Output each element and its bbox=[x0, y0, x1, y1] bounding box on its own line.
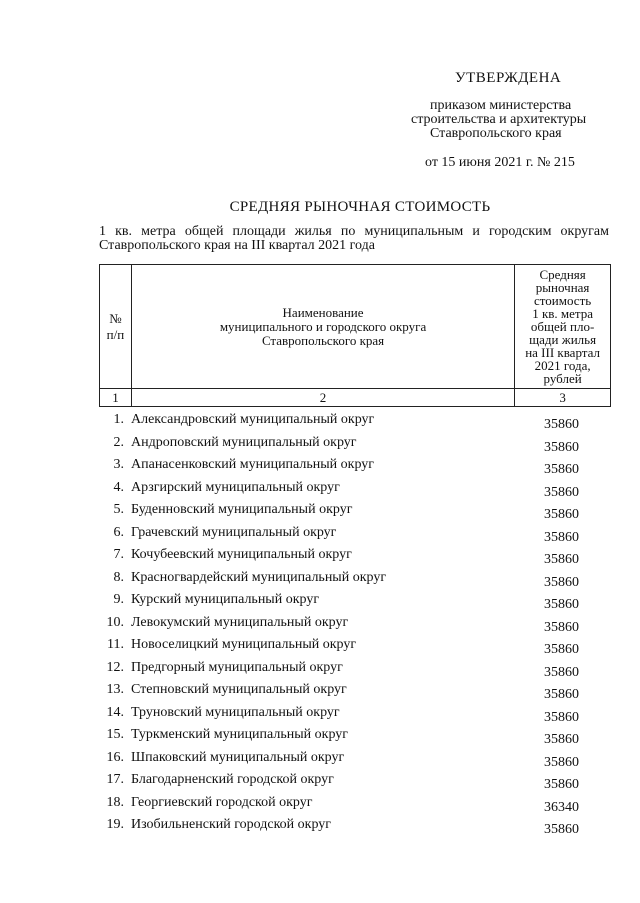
table-row bbox=[0, 478, 640, 501]
row-name: Кочубеевский муниципальный округ bbox=[131, 547, 352, 562]
row-name: Благодарненский городской округ bbox=[131, 772, 334, 787]
row-price: 36340 bbox=[544, 799, 579, 815]
row-number: 6. bbox=[113, 524, 124, 540]
table-row bbox=[0, 748, 640, 771]
row-price: 35860 bbox=[544, 484, 579, 500]
row-number: 3. bbox=[113, 457, 124, 472]
row-name: Красногвардейский муниципальный округ bbox=[131, 569, 387, 585]
table-row bbox=[0, 545, 640, 568]
row-price: 35860 bbox=[544, 822, 579, 837]
document-subtitle bbox=[99, 225, 609, 253]
row-price: 35860 bbox=[544, 417, 579, 432]
approval-line-2: строительства и архитектуры bbox=[411, 112, 587, 127]
row-number: 8. bbox=[113, 569, 124, 585]
row-name: Грачевский муниципальный округ bbox=[131, 524, 337, 540]
header-name: Наименование муниципального и городского округа Ставропольского края bbox=[131, 265, 514, 389]
table-row bbox=[0, 793, 640, 816]
row-price: 35860 bbox=[544, 687, 579, 702]
row-name: Андроповский муниципальный округ bbox=[131, 434, 357, 450]
column-number-1: 1 bbox=[100, 389, 132, 407]
table-row bbox=[0, 815, 640, 838]
approval-date: от 15 июня 2021 г. № 215 bbox=[425, 155, 575, 170]
subtitle-line-2: Ставропольского края на III квартал 2021 года bbox=[99, 238, 375, 253]
row-price: 35860 bbox=[544, 619, 579, 635]
row-name: Арзгирский муниципальный округ bbox=[131, 479, 340, 495]
row-number: 19. bbox=[106, 817, 124, 832]
row-name: Предгорный муниципальный округ bbox=[131, 659, 343, 675]
table-body bbox=[0, 410, 640, 838]
table-row bbox=[0, 590, 640, 613]
row-name: Буденновский муниципальный округ bbox=[131, 502, 353, 517]
row-number: 13. bbox=[106, 682, 124, 697]
table-row bbox=[0, 613, 640, 636]
row-name: Шпаковский муниципальный округ bbox=[131, 749, 345, 765]
row-number: 5. bbox=[113, 502, 124, 517]
row-number: 15. bbox=[106, 727, 124, 742]
row-price: 35860 bbox=[544, 709, 579, 725]
row-number: 17. bbox=[106, 772, 124, 787]
row-price: 35860 bbox=[544, 507, 579, 522]
row-name: Труновский муниципальный округ bbox=[131, 704, 340, 720]
row-name: Левокумский муниципальный округ bbox=[131, 614, 349, 630]
row-number: 11. bbox=[107, 637, 124, 652]
row-number: 7. bbox=[113, 547, 124, 562]
row-price: 35860 bbox=[544, 597, 579, 612]
table-row bbox=[0, 455, 640, 478]
approval-line-1: приказом министерства bbox=[430, 98, 572, 113]
approval-title: УТВЕРЖДЕНА bbox=[455, 70, 562, 86]
row-name: Изобильненский городской округ bbox=[131, 817, 332, 832]
document-title: СРЕДНЯЯ РЫНОЧНАЯ СТОИМОСТЬ bbox=[229, 199, 491, 215]
row-number: 12. bbox=[106, 659, 124, 675]
row-number: 18. bbox=[106, 794, 124, 810]
row-price: 35860 bbox=[544, 462, 579, 477]
row-name: Новоселицкий муниципальный округ bbox=[131, 637, 357, 652]
table-header bbox=[99, 264, 611, 407]
row-price: 35860 bbox=[544, 732, 579, 747]
table-row bbox=[0, 568, 640, 591]
table-row bbox=[0, 433, 640, 456]
subtitle-line-1: 1 кв. метра общей площади жилья по муниципальным и городским округам bbox=[99, 224, 609, 239]
row-price: 35860 bbox=[544, 439, 579, 455]
table-row bbox=[0, 680, 640, 703]
table-row bbox=[0, 770, 640, 793]
row-name: Георгиевский городской округ bbox=[131, 794, 313, 810]
column-numbers-row bbox=[100, 389, 611, 407]
table-header-row bbox=[100, 265, 611, 389]
table-row bbox=[0, 658, 640, 681]
row-number: 1. bbox=[113, 412, 124, 427]
row-name: Александровский муниципальный округ bbox=[131, 412, 375, 427]
table-row bbox=[0, 500, 640, 523]
row-name: Туркменский муниципальный округ bbox=[131, 727, 348, 742]
table-row bbox=[0, 725, 640, 748]
row-number: 14. bbox=[106, 704, 124, 720]
row-number: 16. bbox=[106, 749, 124, 765]
row-name: Апанасенковский муниципальный округ bbox=[131, 457, 375, 472]
table-row bbox=[0, 635, 640, 658]
header-price: Средняя рыночная стоимость 1 кв. метра общей пло- щади жилья на III квартал 2021 года, рублей bbox=[515, 265, 611, 389]
approval-line-3: Ставропольского края bbox=[430, 126, 562, 141]
row-price: 35860 bbox=[544, 574, 579, 590]
row-name: Курский муниципальный округ bbox=[131, 592, 320, 607]
row-price: 35860 bbox=[544, 777, 579, 792]
table-row bbox=[0, 523, 640, 546]
row-price: 35860 bbox=[544, 552, 579, 567]
row-price: 35860 bbox=[544, 529, 579, 545]
row-name: Степновский муниципальный округ bbox=[131, 682, 347, 697]
column-number-2: 2 bbox=[131, 389, 514, 407]
table-row bbox=[0, 410, 640, 433]
row-number: 2. bbox=[113, 434, 124, 450]
row-price: 35860 bbox=[544, 642, 579, 657]
row-number: 10. bbox=[106, 614, 124, 630]
column-number-3: 3 bbox=[515, 389, 611, 407]
row-number: 9. bbox=[113, 592, 124, 607]
table-row bbox=[0, 703, 640, 726]
row-number: 4. bbox=[113, 479, 124, 495]
header-num: № п/п bbox=[100, 265, 132, 389]
row-price: 35860 bbox=[544, 754, 579, 770]
row-price: 35860 bbox=[544, 664, 579, 680]
